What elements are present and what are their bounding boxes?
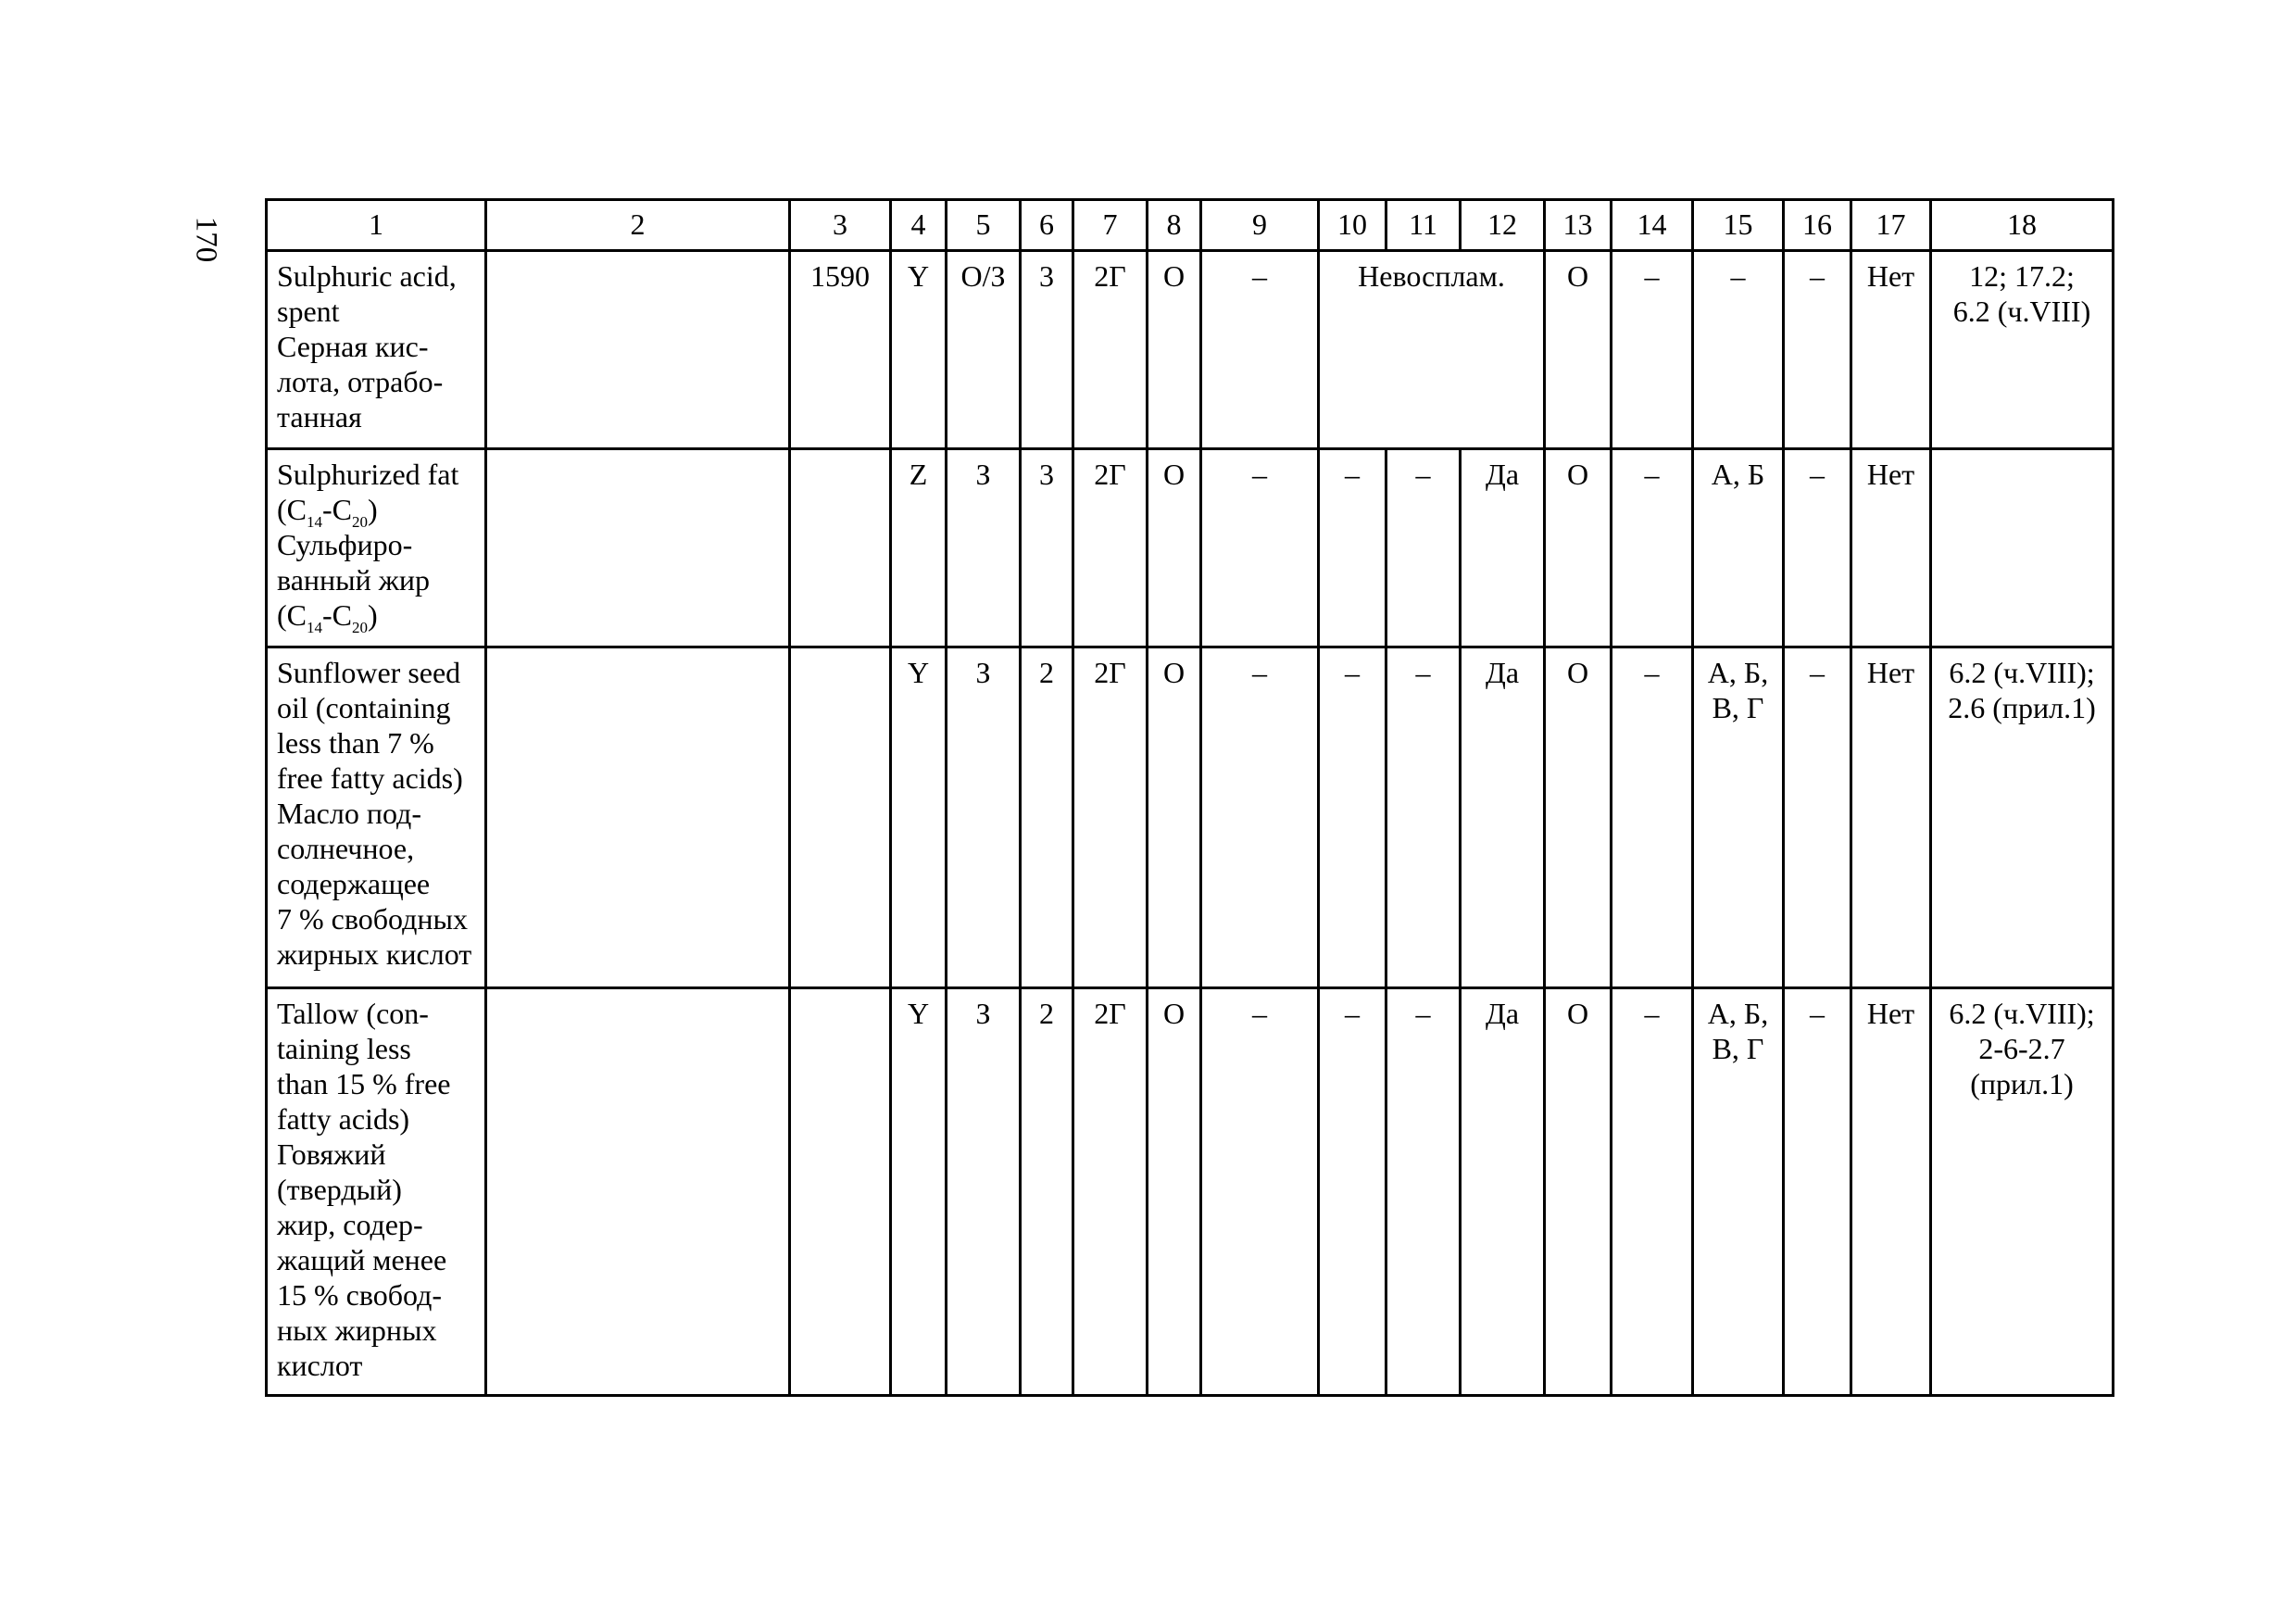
header-cell: 4 [891, 200, 947, 251]
cell-line: А, Б, [1707, 997, 1769, 1030]
product-name-line: Sulphuric acid, [277, 259, 457, 293]
header-cell: 6 [1021, 200, 1073, 251]
cell-col-16: – [1784, 647, 1851, 988]
cell-line: А, Б [1711, 458, 1765, 491]
cell-line: 6.2 (ч.VIII); [1949, 997, 2095, 1030]
cell-col-4: Z [891, 449, 947, 647]
cell-line: 12; 17.2; [1969, 259, 2075, 293]
table-row [267, 449, 2114, 647]
header-cell: 8 [1148, 200, 1201, 251]
header-row [267, 200, 2114, 251]
table-row [267, 251, 2114, 449]
cell-col-11: – [1386, 449, 1461, 647]
formula-part: ) [368, 598, 378, 632]
product-name-line: Масло под- [277, 797, 421, 830]
formula-part: ) [368, 493, 378, 526]
cell-col-9: – [1201, 988, 1319, 1396]
cell-col-10: – [1319, 449, 1386, 647]
cell-line: 6.2 (ч.VIII); [1949, 656, 2095, 689]
product-name-line: Сульфиро- [277, 528, 413, 561]
cell-col-12: Да [1461, 647, 1545, 988]
cell-col-7: 2Г [1073, 988, 1148, 1396]
header-cell: 7 [1073, 200, 1148, 251]
table-row [267, 647, 2114, 988]
product-name-cell [267, 988, 486, 1396]
product-name-line: содержащее [277, 867, 431, 900]
cell-un-number [790, 647, 891, 988]
cell-line: В, Г [1712, 1032, 1764, 1065]
product-name-line: жащий менее [277, 1243, 447, 1276]
product-name-line: taining less [277, 1032, 411, 1065]
header-cell: 14 [1612, 200, 1693, 251]
cell-line: 6.2 (ч.VIII) [1952, 295, 2091, 328]
product-name-line: than 15 % free [277, 1067, 451, 1100]
subscript: 14 [307, 619, 322, 636]
product-name-line: free fatty acids) [277, 761, 463, 795]
cell-col-15 [1693, 647, 1784, 988]
header-cell: 1 [267, 200, 486, 251]
cell-col-2 [486, 647, 790, 988]
header-cell: 5 [947, 200, 1021, 251]
cell-un-number [790, 988, 891, 1396]
cell-col-5: З [947, 647, 1021, 988]
cell-col-4: Y [891, 988, 947, 1396]
cell-col-6: 2 [1021, 647, 1073, 988]
product-name-line: Tallow (con- [277, 997, 429, 1030]
cell-col-17: Нет [1851, 988, 1931, 1396]
product-name-line: less than 7 % [277, 726, 434, 760]
header-cell: 10 [1319, 200, 1386, 251]
cell-col-5: О/З [947, 251, 1021, 449]
cell-col-13: О [1545, 449, 1612, 647]
cell-col-8: О [1148, 251, 1201, 449]
cell-un-number: 1590 [790, 251, 891, 449]
product-name-line [277, 597, 479, 636]
cell-col-4: Y [891, 251, 947, 449]
cell-col-14: – [1612, 251, 1693, 449]
formula-part: -C [322, 493, 352, 526]
product-name-line: ных жирных [277, 1313, 437, 1347]
subscript: 14 [307, 513, 322, 531]
product-name-line: лота, отрабо- [277, 365, 444, 398]
cell-col-9: – [1201, 449, 1319, 647]
cell-col-15 [1693, 449, 1784, 647]
header-cell: 3 [790, 200, 891, 251]
cell-col-10: – [1319, 647, 1386, 988]
cargo-table [265, 198, 2114, 1397]
subscript: 20 [352, 513, 368, 531]
cell-col-13: О [1545, 647, 1612, 988]
product-name-line: (твердый) [277, 1173, 402, 1206]
cell-col-14: – [1612, 988, 1693, 1396]
page-number: 170 [189, 216, 223, 263]
cell-line: В, Г [1712, 691, 1764, 724]
cell-col-2 [486, 449, 790, 647]
cell-col-6: 2 [1021, 988, 1073, 1396]
cell-col-6: 3 [1021, 449, 1073, 647]
cell-line: (прил.1) [1970, 1067, 2074, 1100]
cell-col-5: З [947, 449, 1021, 647]
cell-col-16: – [1784, 251, 1851, 449]
cell-col-2 [486, 251, 790, 449]
product-name-line: Серная кис- [277, 330, 429, 363]
header-cell: 12 [1461, 200, 1545, 251]
cell-line: – [1730, 259, 1746, 293]
header-cell: 16 [1784, 200, 1851, 251]
cell-col-15 [1693, 251, 1784, 449]
product-name-line: Sulphurized fat [277, 458, 459, 491]
cell-col-8: О [1148, 647, 1201, 988]
product-name-line: 7 % свободных [277, 902, 469, 936]
header-cell: 2 [486, 200, 790, 251]
header-cell: 17 [1851, 200, 1931, 251]
product-name-line: жир, содер- [277, 1208, 423, 1241]
header-cell: 11 [1386, 200, 1461, 251]
cell-col-16: – [1784, 988, 1851, 1396]
subscript: 20 [352, 619, 368, 636]
cell-col-14: – [1612, 449, 1693, 647]
cell-col-10-12-merged: Невосплам. [1319, 251, 1545, 449]
cell-col-13: О [1545, 251, 1612, 449]
cell-col-18 [1931, 647, 2114, 988]
cell-col-12: Да [1461, 449, 1545, 647]
formula-part: (C [277, 598, 307, 632]
product-name-line: Говяжий [277, 1137, 386, 1171]
header-cell: 15 [1693, 200, 1784, 251]
product-name-line: ванный жир [277, 563, 430, 597]
cell-col-11: – [1386, 988, 1461, 1396]
product-name-line: 15 % свобод- [277, 1278, 443, 1312]
product-name-line: oil (containing [277, 691, 451, 724]
product-name-cell [267, 449, 486, 647]
cell-col-18 [1931, 988, 2114, 1396]
cell-col-12: Да [1461, 988, 1545, 1396]
cell-col-17: Нет [1851, 647, 1931, 988]
cell-col-13: О [1545, 988, 1612, 1396]
cell-col-4: Y [891, 647, 947, 988]
cell-line: 2.6 (прил.1) [1948, 691, 2096, 724]
product-name-line: кислот [277, 1349, 363, 1382]
formula-part: -C [322, 598, 352, 632]
product-name-line: Sunflower seed [277, 656, 461, 689]
product-name-line: spent [277, 295, 340, 328]
product-name-line: танная [277, 400, 362, 434]
cell-line: А, Б, [1707, 656, 1769, 689]
product-name-cell [267, 647, 486, 988]
header-cell: 9 [1201, 200, 1319, 251]
product-name-line: fatty acids) [277, 1102, 410, 1136]
cell-col-17: Нет [1851, 449, 1931, 647]
cell-col-9: – [1201, 251, 1319, 449]
cell-col-11: – [1386, 647, 1461, 988]
cell-col-7: 2Г [1073, 647, 1148, 988]
cell-col-16: – [1784, 449, 1851, 647]
cell-col-10: – [1319, 988, 1386, 1396]
cell-col-18 [1931, 449, 2114, 647]
cell-col-8: О [1148, 449, 1201, 647]
table-row [267, 988, 2114, 1396]
header-cell: 13 [1545, 200, 1612, 251]
header-cell: 18 [1931, 200, 2114, 251]
cell-col-2 [486, 988, 790, 1396]
cell-col-18 [1931, 251, 2114, 449]
cell-col-17: Нет [1851, 251, 1931, 449]
cell-col-8: О [1148, 988, 1201, 1396]
cell-col-9: – [1201, 647, 1319, 988]
cell-col-7: 2Г [1073, 251, 1148, 449]
formula-part: (C [277, 493, 307, 526]
cell-col-15 [1693, 988, 1784, 1396]
cell-col-7: 2Г [1073, 449, 1148, 647]
product-name-line: жирных кислот [277, 937, 472, 971]
product-name-cell [267, 251, 486, 449]
cell-col-6: 3 [1021, 251, 1073, 449]
cell-un-number [790, 449, 891, 647]
product-name-line [277, 492, 479, 531]
cell-line: 2-6-2.7 [1978, 1032, 2065, 1065]
product-name-line: солнечное, [277, 832, 415, 865]
cell-col-14: – [1612, 647, 1693, 988]
cell-col-5: З [947, 988, 1021, 1396]
